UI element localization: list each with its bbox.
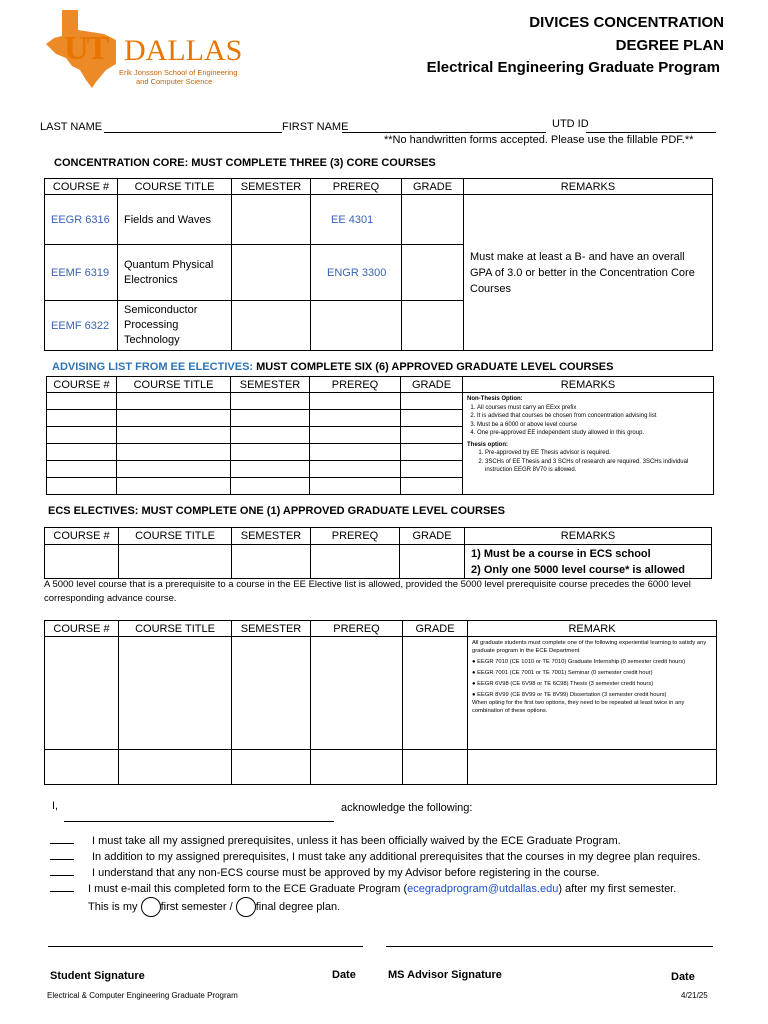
course-cell[interactable] (47, 478, 117, 495)
grade-cell[interactable] (401, 444, 463, 461)
last-name-field[interactable] (104, 132, 282, 133)
col-course: COURSE # (45, 179, 118, 195)
prereq-cell (311, 301, 402, 351)
utd-id-label: UTD ID (552, 118, 589, 130)
prereq-cell[interactable] (311, 637, 403, 750)
prereq-cell: EE 4301 (311, 195, 402, 245)
semester-cell[interactable] (231, 444, 310, 461)
prereq-cell[interactable] (310, 410, 401, 427)
ack-text: I understand that any non-ECS course must be approved by my Advisor before registering in the course. (92, 867, 600, 879)
ecs-remarks (465, 545, 712, 579)
prereq-cell[interactable] (311, 750, 403, 785)
table-row (47, 393, 714, 410)
course-title: Quantum Physical Electronics (118, 245, 232, 301)
prereq-cell[interactable] (310, 427, 401, 444)
logo-dallas: DALLAS (124, 34, 243, 67)
prereq-cell[interactable] (310, 444, 401, 461)
utd-id-field[interactable] (586, 132, 716, 133)
advisor-date-label: Date (671, 971, 695, 983)
course-cell[interactable] (47, 427, 117, 444)
col-title: COURSE TITLE (119, 621, 232, 637)
col-remarks: REMARKS (465, 528, 712, 545)
semester-cell[interactable] (231, 478, 310, 495)
semester-cell[interactable] (232, 245, 311, 301)
title-cell[interactable] (117, 427, 231, 444)
plan-type-row (88, 897, 340, 917)
core-remarks: Must make at least a B- and have an overall GPA of 3.0 or better in the Concentration Core Courses (464, 195, 713, 351)
col-grade: GRADE (400, 528, 465, 545)
logo-school-line2: and Computer Science (136, 77, 213, 86)
title-cell[interactable] (117, 444, 231, 461)
course-title: Fields and Waves (118, 195, 232, 245)
experiential-remarks (468, 637, 717, 750)
experiential-item: EEGR 7001 (CE 7001 or TE 7001) Seminar (0 semester credit hour) (477, 670, 653, 676)
advising-remarks (463, 393, 714, 495)
grade-cell[interactable] (402, 195, 464, 245)
col-course: COURSE # (45, 621, 119, 637)
initial-blank[interactable] (50, 859, 74, 860)
experiential-table (44, 620, 717, 785)
semester-cell[interactable] (232, 750, 311, 785)
grade-cell[interactable] (402, 301, 464, 351)
ecs-heading: ECS ELECTIVES: MUST COMPLETE ONE (1) APPROVED GRADUATE LEVEL COURSES (48, 505, 505, 517)
semester-cell[interactable] (232, 637, 311, 750)
list-item: 2. It is advised that courses be chosen from concentration advising list (477, 412, 709, 421)
experiential-item: EEGR 8V99 (CE 8V99 or TE 8V99) Dissertation (3 semester credit hours) (477, 692, 667, 698)
grade-cell[interactable] (400, 545, 465, 579)
col-semester: SEMESTER (232, 179, 311, 195)
email-link[interactable]: ecegradprogram@utdallas.edu (407, 883, 559, 895)
col-semester: SEMESTER (231, 377, 310, 393)
initial-blank[interactable] (50, 843, 74, 844)
table-row (45, 637, 717, 750)
ecs-header-row (45, 528, 712, 545)
course-cell[interactable] (47, 444, 117, 461)
course-cell[interactable] (47, 461, 117, 478)
acknowledge-label: acknowledge the following: (341, 802, 473, 814)
semester-cell[interactable] (231, 393, 310, 410)
ack-text: In addition to my assigned prerequisites, I must take any additional prerequisites that the courses in my degree plan requires. (92, 851, 701, 863)
col-title: COURSE TITLE (119, 528, 232, 545)
experiential-header-row (45, 621, 717, 637)
grade-cell[interactable] (401, 393, 463, 410)
this-is-my-label: This is my (88, 900, 138, 913)
footer-program: Electrical & Computer Engineering Graduate Program (47, 991, 238, 1000)
prereq-cell[interactable] (310, 461, 401, 478)
grade-cell[interactable] (401, 427, 463, 444)
i-label: I, (52, 800, 59, 812)
col-remarks: REMARKS (464, 179, 713, 195)
grade-cell[interactable] (401, 461, 463, 478)
final-plan-label: final degree plan. (255, 900, 341, 913)
title-cell[interactable] (119, 637, 232, 750)
ecs-remark-2: 2) Only one 5000 level course* is allowed (471, 563, 685, 576)
list-item: 1. Pre-approved by EE Thesis advisor is required. (485, 449, 709, 458)
col-course: COURSE # (45, 528, 119, 545)
doc-title-degree-plan: DEGREE PLAN (615, 37, 724, 54)
col-title: COURSE TITLE (117, 377, 231, 393)
footer-date: 4/21/25 (681, 991, 708, 1000)
advising-heading-rest: MUST COMPLETE SIX (6) APPROVED GRADUATE LEVEL COURSES (253, 361, 614, 373)
grade-cell[interactable] (401, 410, 463, 427)
col-prereq: PREREQ (311, 528, 400, 545)
prereq-cell[interactable] (310, 393, 401, 410)
title-cell[interactable] (117, 461, 231, 478)
semester-cell[interactable] (231, 461, 310, 478)
list-item: ● EEGR 7010 (CE 1010 or TE 7010) Graduate Internship (0 semester credit hours) (472, 659, 686, 665)
fillable-pdf-notice: **No handwritten forms accepted. Please use the fillable PDF.** (384, 134, 694, 146)
semester-cell[interactable] (232, 195, 311, 245)
initial-blank[interactable] (50, 891, 74, 892)
course-cell[interactable] (45, 545, 119, 579)
advisor-signature-line[interactable] (386, 946, 713, 947)
student-signature-line[interactable] (48, 946, 363, 947)
first-semester-label: first semester / (160, 900, 233, 913)
course-cell[interactable] (47, 410, 117, 427)
prereq-cell[interactable] (310, 478, 401, 495)
course-cell[interactable] (45, 750, 119, 785)
list-item: 1. All courses must carry an EExx prefix (477, 404, 709, 413)
core-header-row (45, 179, 713, 195)
ack-item-2 (50, 851, 700, 863)
col-course: COURSE # (47, 377, 117, 393)
title-cell[interactable] (117, 478, 231, 495)
list-item: 2. 3SCHs of EE Thesis and 3 SCHs of research are required. 3SCHs individual instruction EEGR 8V70 is allowed. (485, 458, 709, 475)
course-number: EEMF 6322 (45, 301, 118, 351)
ack-text: I must take all my assigned prerequisites, unless it has been officially waived by the ECE Graduate Program. (92, 835, 621, 847)
semester-cell[interactable] (231, 410, 310, 427)
course-cell[interactable] (47, 393, 117, 410)
student-signature-label: Student Signature (50, 970, 145, 982)
course-title: Semiconductor Processing Technology (118, 301, 232, 351)
ecs-note: A 5000 level course that is a prerequisite to a course in the EE Elective list is allowed, provided the 5000 level prerequisite course precedes the 6000 level corresponding advance course. (44, 579, 691, 604)
col-prereq: PREREQ (311, 621, 403, 637)
utd-logo (44, 8, 254, 88)
col-grade: GRADE (403, 621, 468, 637)
title-cell[interactable] (119, 545, 232, 579)
col-remarks: REMARKS (463, 377, 714, 393)
grade-cell[interactable] (401, 478, 463, 495)
logo-ut: UT (64, 30, 108, 67)
ack-item-1 (50, 835, 621, 847)
course-cell[interactable] (45, 637, 119, 750)
final-plan-radio[interactable] (236, 897, 256, 917)
prereq-cell: ENGR 3300 (311, 245, 402, 301)
logo-school-line1: Erik Jonsson School of Engineering (119, 68, 238, 77)
advising-heading (52, 361, 613, 373)
table-row (45, 195, 713, 245)
col-remark: REMARK (468, 621, 717, 637)
core-table (44, 178, 713, 351)
grade-cell[interactable] (403, 750, 468, 785)
list-item: 3. Must be a 6000 or above level course (477, 421, 709, 430)
advising-heading-blue: ADVISING LIST FROM EE ELECTIVES: (52, 361, 254, 373)
col-prereq: PREREQ (311, 179, 402, 195)
title-cell[interactable] (119, 750, 232, 785)
experiential-intro: All graduate students must complete one of the following experiential learning to satisfy any graduate program in the ECE Department (472, 640, 707, 654)
thesis-title: Thesis option: (467, 441, 508, 448)
course-number: EEMF 6319 (45, 245, 118, 301)
ecs-remark-1: 1) Must be a course in ECS school (471, 547, 651, 560)
student-date-label: Date (332, 969, 356, 981)
ack-item-4 (50, 883, 676, 895)
last-name-label: LAST NAME (40, 121, 103, 133)
col-grade: GRADE (401, 377, 463, 393)
first-name-field[interactable] (342, 132, 546, 133)
col-title: COURSE TITLE (118, 179, 232, 195)
core-heading: CONCENTRATION CORE: MUST COMPLETE THREE (3) CORE COURSES (54, 157, 436, 169)
non-thesis-title: Non-Thesis Option: (467, 396, 523, 402)
col-prereq: PREREQ (310, 377, 401, 393)
advising-header-row (47, 377, 714, 393)
remark-cell (468, 750, 717, 785)
ack-text: ) after my first semester. (558, 883, 677, 895)
table-row (45, 545, 712, 579)
ack-item-3 (50, 867, 600, 879)
col-semester: SEMESTER (232, 621, 311, 637)
first-semester-radio[interactable] (141, 897, 161, 917)
list-item: ● EEGR 7001 (CE 7001 or TE 7001) Seminar (0 semester credit hour) (472, 670, 653, 676)
grade-cell[interactable] (403, 637, 468, 750)
col-semester: SEMESTER (232, 528, 311, 545)
ack-text: I must e-mail this completed form to the ECE Graduate Program ( (88, 883, 408, 895)
col-grade: GRADE (402, 179, 464, 195)
first-name-label: FIRST NAME (282, 121, 349, 133)
list-item: ● EEGR 6V98 (CE 6V98 or TE 6C98) Thesis (3 semester credit hours) (472, 681, 654, 687)
student-name-field[interactable] (64, 821, 334, 822)
list-item: ● EEGR 8V99 (CE 8V99 or TE 8V99) Dissertation (3 semester credit hours) (472, 692, 667, 698)
grade-cell[interactable] (402, 245, 464, 301)
experiential-item: EEGR 6V98 (CE 6V98 or TE 6C98) Thesis (3 semester credit hours) (477, 681, 654, 687)
initial-blank[interactable] (50, 875, 74, 876)
advising-table (46, 376, 714, 495)
table-row (45, 750, 717, 785)
doc-title-program: Electrical Engineering Graduate Program (426, 59, 720, 76)
title-cell[interactable] (117, 410, 231, 427)
title-cell[interactable] (117, 393, 231, 410)
experiential-closing: When opting for the first two options, they need to be repeated at least twice in any combination of these options. (472, 700, 685, 714)
semester-cell[interactable] (232, 301, 311, 351)
semester-cell[interactable] (231, 427, 310, 444)
course-number: EEGR 6316 (45, 195, 118, 245)
list-item: 4. One pre-approved EE independent study allowed in this group. (477, 429, 709, 438)
experiential-item: EEGR 7010 (CE 1010 or TE 7010) Graduate Internship (0 semester credit hours) (477, 659, 686, 665)
advisor-signature-label: MS Advisor Signature (388, 969, 502, 981)
doc-title-concentration: DIVICES CONCENTRATION (529, 14, 724, 31)
semester-cell[interactable] (232, 545, 311, 579)
prereq-cell[interactable] (311, 545, 400, 579)
ecs-table (44, 527, 712, 579)
